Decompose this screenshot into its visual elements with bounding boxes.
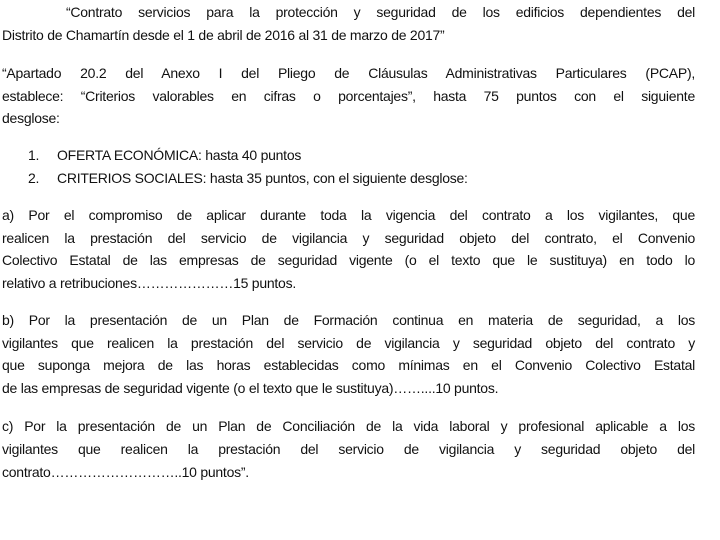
text-line: relativo a retribuciones…………………15 puntos. <box>2 275 296 291</box>
list-number: 2. <box>28 170 40 186</box>
text-line: realicen la prestación del servicio de vigilancia y seguridad objeto del contrato, el Convenio <box>2 230 695 246</box>
text-line: de las empresas de seguridad vigente (o el texto que le sustituya)……....10 puntos. <box>2 380 499 396</box>
text-line: contrato………………………..10 puntos”. <box>2 464 249 480</box>
text-line: vigilantes que realicen la prestación del servicio de vigilancia y seguridad objeto del contrato y <box>2 335 695 351</box>
text-line: a) Por el compromiso de aplicar durante toda la vigencia del contrato a los vigilantes, que <box>2 207 695 223</box>
text-line: desglose: <box>2 110 60 126</box>
text-line: Colectivo Estatal de las empresas de seguridad vigente (o el texto que le sustituya) en todo lo <box>2 252 695 268</box>
text-line: Distrito de Chamartín desde el 1 de abril de 2016 al 31 de marzo de 2017” <box>2 27 445 43</box>
text-line: c) Por la presentación de un Plan de Conciliación de la vida laboral y profesional aplicable a los <box>2 418 695 434</box>
text-line: que suponga mejora de las horas establecidas como mínimas en el Convenio Colectivo Estatal <box>2 357 695 373</box>
text-line: “Apartado 20.2 del Anexo I del Pliego de Cláusulas Administrativas Particulares (PCAP), <box>2 65 695 81</box>
text-line: “Contrato servicios para la protección y seguridad de los edificios dependientes del <box>66 4 695 20</box>
list-item-text: OFERTA ECONÓMICA: hasta 40 puntos <box>57 147 302 163</box>
text-line: vigilantes que realicen la prestación del servicio de vigilancia y seguridad objeto del <box>2 441 695 457</box>
text-line: establece: “Criterios valorables en cifras o porcentajes”, hasta 75 puntos con el siguiente <box>2 88 695 104</box>
list-number: 1. <box>28 147 40 163</box>
text-line: b) Por la presentación de un Plan de Formación continua en materia de seguridad, a los <box>2 312 695 328</box>
list-item-text: CRITERIOS SOCIALES: hasta 35 puntos, con el siguiente desglose: <box>57 170 468 186</box>
